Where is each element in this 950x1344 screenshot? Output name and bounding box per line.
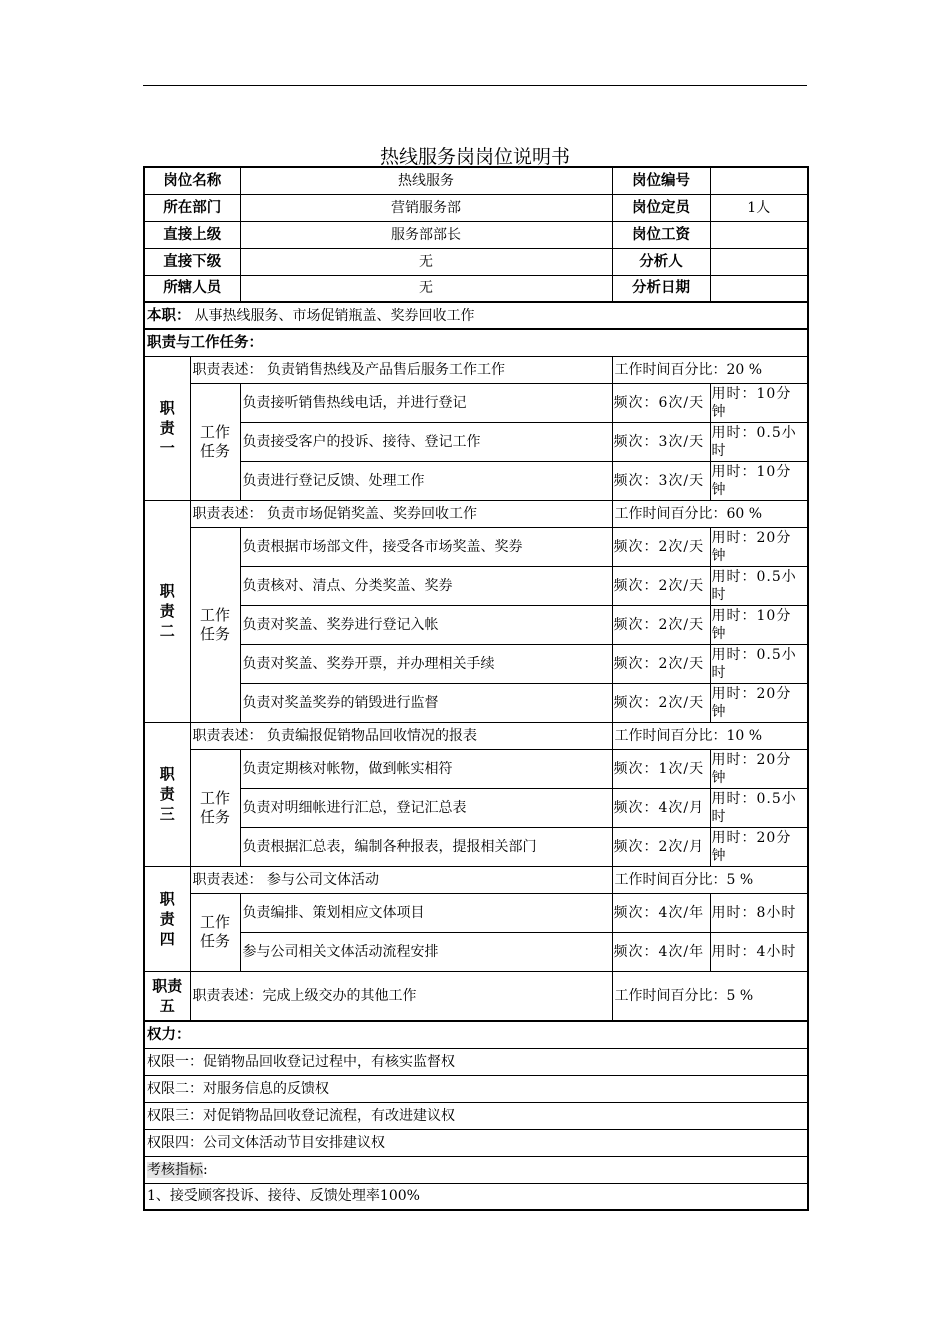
table-row xyxy=(144,1102,808,1129)
task-text: 参与公司相关文体活动流程安排 xyxy=(240,932,612,971)
task-duration: 用时：0.5小时 xyxy=(710,422,808,461)
form-table xyxy=(143,166,809,1211)
duty-description: 职责表述：完成上级交办的其他工作 xyxy=(190,971,612,1021)
page-title: 热线服务岗岗位说明书 xyxy=(379,146,570,168)
table-row xyxy=(144,683,808,722)
table-row xyxy=(144,248,808,275)
field-label: 岗位编号 xyxy=(612,167,710,194)
duty-summary-text: 从事热线服务、市场促销瓶盖、奖券回收工作 xyxy=(194,307,475,324)
table-row xyxy=(144,356,808,383)
task-text: 负责对明细帐进行汇总，登记汇总表 xyxy=(240,788,612,827)
task-text: 负责编排、策划相应文体项目 xyxy=(240,893,612,932)
table-row xyxy=(144,302,808,329)
task-text: 负责核对、清点、分类奖盖、奖券 xyxy=(240,566,612,605)
table-row xyxy=(144,644,808,683)
task-frequency: 频次：4次/月 xyxy=(612,788,710,827)
field-value: 1人 xyxy=(710,194,808,221)
task-duration: 用时：20分钟 xyxy=(710,527,808,566)
field-label: 所在部门 xyxy=(144,194,240,221)
task-frequency: 频次：2次/天 xyxy=(612,566,710,605)
table-row xyxy=(144,1156,808,1183)
authority-item: 权限四：公司文体活动节目安排建议权 xyxy=(144,1129,808,1156)
task-text: 负责对奖盖、奖券进行登记入帐 xyxy=(240,605,612,644)
duty-name: 职责四 xyxy=(144,866,190,971)
task-frequency: 频次：1次/天 xyxy=(612,749,710,788)
field-label: 分析人 xyxy=(612,248,710,275)
task-label: 工作任务 xyxy=(190,893,240,971)
task-text: 负责对奖盖奖券的销毁进行监督 xyxy=(240,683,612,722)
task-duration: 用时：0.5小时 xyxy=(710,644,808,683)
authority-item: 权限二：对服务信息的反馈权 xyxy=(144,1075,808,1102)
table-row xyxy=(144,566,808,605)
task-frequency: 频次：4次/年 xyxy=(612,893,710,932)
task-duration: 用时：10分钟 xyxy=(710,383,808,422)
task-duration: 用时：0.5小时 xyxy=(710,788,808,827)
section-header: 职责与工作任务： xyxy=(144,329,808,356)
authority-item: 权限一：促销物品回收登记过程中，有核实监督权 xyxy=(144,1048,808,1075)
task-frequency: 频次：3次/天 xyxy=(612,461,710,500)
duty-description: 职责表述： 负责市场促销奖盖、奖券回收工作 xyxy=(190,500,612,527)
task-text: 负责接受客户的投诉、接待、登记工作 xyxy=(240,422,612,461)
field-label: 分析日期 xyxy=(612,275,710,302)
task-frequency: 频次：2次/天 xyxy=(612,605,710,644)
table-row xyxy=(144,527,808,566)
task-duration: 用时：0.5小时 xyxy=(710,566,808,605)
duty-name: 职责三 xyxy=(144,722,190,866)
task-text: 负责进行登记反馈、处理工作 xyxy=(240,461,612,500)
table-row xyxy=(144,866,808,893)
duty-description: 职责表述： 负责编报促销物品回收情况的报表 xyxy=(190,722,612,749)
duty-percent: 工作时间百分比：10 % xyxy=(612,722,808,749)
task-frequency: 频次：3次/天 xyxy=(612,422,710,461)
table-row xyxy=(144,461,808,500)
task-text: 负责根据市场部文件，接受各市场奖盖、奖券 xyxy=(240,527,612,566)
top-rule xyxy=(143,85,807,86)
task-duration: 用时：20分钟 xyxy=(710,683,808,722)
duty-percent: 工作时间百分比：20 % xyxy=(612,356,808,383)
table-row xyxy=(144,329,808,356)
duty-name: 职责二 xyxy=(144,500,190,722)
duty-percent: 工作时间百分比：5 % xyxy=(612,971,808,1021)
field-label: 所辖人员 xyxy=(144,275,240,302)
task-duration: 用时：8小时 xyxy=(710,893,808,932)
table-row xyxy=(144,932,808,971)
task-frequency: 频次：2次/天 xyxy=(612,527,710,566)
table-row xyxy=(144,167,808,194)
duty-percent: 工作时间百分比：5 % xyxy=(612,866,808,893)
table-row xyxy=(144,500,808,527)
task-text: 负责定期核对帐物，做到帐实相符 xyxy=(240,749,612,788)
task-duration: 用时：20分钟 xyxy=(710,827,808,866)
field-value: 热线服务 xyxy=(240,167,612,194)
task-text: 负责对奖盖、奖券开票，并办理相关手续 xyxy=(240,644,612,683)
field-value: 营销服务部 xyxy=(240,194,612,221)
table-row xyxy=(144,422,808,461)
field-value xyxy=(710,275,808,302)
field-value: 无 xyxy=(240,275,612,302)
task-frequency: 频次：2次/天 xyxy=(612,644,710,683)
field-label: 岗位名称 xyxy=(144,167,240,194)
task-label: 工作任务 xyxy=(190,749,240,866)
task-frequency: 频次：2次/月 xyxy=(612,827,710,866)
task-text: 负责接听销售热线电话，并进行登记 xyxy=(240,383,612,422)
table-row xyxy=(144,605,808,644)
table-row xyxy=(144,1048,808,1075)
table-row xyxy=(144,749,808,788)
table-row xyxy=(144,194,808,221)
duty-description: 职责表述： 负责销售热线及产品售后服务工作工作 xyxy=(190,356,612,383)
duty-summary xyxy=(144,302,808,329)
section-header: 权力： xyxy=(144,1021,808,1048)
table-row xyxy=(144,1183,808,1210)
task-label: 工作任务 xyxy=(190,383,240,500)
table-row xyxy=(144,722,808,749)
kpi-header-colon: : xyxy=(203,1161,208,1178)
task-duration: 用时：10分钟 xyxy=(710,461,808,500)
table-row xyxy=(144,893,808,932)
field-label: 岗位定员 xyxy=(612,194,710,221)
duty-summary-label: 本职： xyxy=(147,307,191,324)
duty-description: 职责表述： 参与公司文体活动 xyxy=(190,866,612,893)
task-label: 工作任务 xyxy=(190,527,240,722)
task-duration: 用时：20分钟 xyxy=(710,749,808,788)
task-frequency: 频次：2次/天 xyxy=(612,683,710,722)
task-text: 负责根据汇总表，编制各种报表，提报相关部门 xyxy=(240,827,612,866)
table-row xyxy=(144,383,808,422)
task-frequency: 频次：4次/年 xyxy=(612,932,710,971)
task-duration: 用时：4小时 xyxy=(710,932,808,971)
table-row xyxy=(144,788,808,827)
kpi-item: 1、接受顾客投诉、接待、反馈处理率100% xyxy=(144,1183,808,1210)
task-duration: 用时：10分钟 xyxy=(710,605,808,644)
field-label: 直接下级 xyxy=(144,248,240,275)
job-description-form xyxy=(143,166,807,1211)
kpi-header xyxy=(144,1156,808,1183)
field-label: 直接上级 xyxy=(144,221,240,248)
table-row xyxy=(144,1075,808,1102)
table-row xyxy=(144,1021,808,1048)
field-value xyxy=(710,221,808,248)
duty-name: 职责一 xyxy=(144,356,190,500)
authority-item: 权限三：对促销物品回收登记流程，有改进建议权 xyxy=(144,1102,808,1129)
table-row xyxy=(144,971,808,1021)
table-row xyxy=(144,221,808,248)
kpi-header-label: 考核指标 xyxy=(147,1161,203,1178)
table-row xyxy=(144,827,808,866)
task-frequency: 频次：6次/天 xyxy=(612,383,710,422)
field-value: 无 xyxy=(240,248,612,275)
table-row xyxy=(144,275,808,302)
duty-name: 职责五 xyxy=(144,971,190,1021)
field-label: 岗位工资 xyxy=(612,221,710,248)
duty-percent: 工作时间百分比：60 % xyxy=(612,500,808,527)
field-value xyxy=(710,248,808,275)
field-value: 服务部部长 xyxy=(240,221,612,248)
field-value xyxy=(710,167,808,194)
table-row xyxy=(144,1129,808,1156)
